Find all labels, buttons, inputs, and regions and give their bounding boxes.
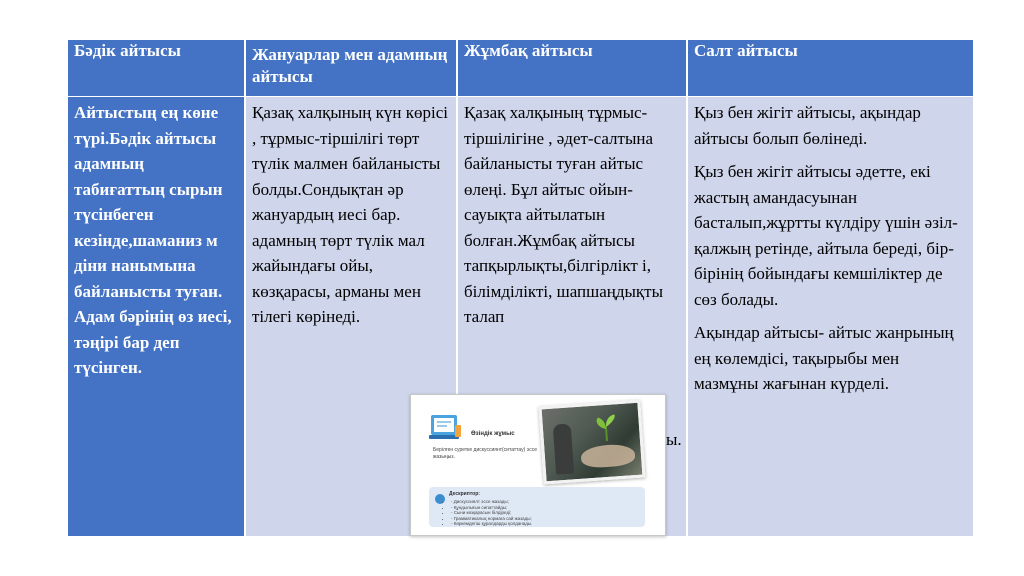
descriptor-item: • - Көркемдегіш құралдарды қолданады.: [451, 521, 532, 527]
photo-hands: [580, 443, 635, 469]
descriptor-title: Дескриптор:: [449, 491, 480, 497]
cell-badik: Айтыстың ең көне түрі.Бәдік айтысы адамның табиғаттың сырын түсінбеген кезінде,шаманиз м діни нанымына байланысты туған. Адам бәрінің өз иесі, тәңірі бар деп түсінген.: [68, 97, 244, 536]
header-custom: Салт айтысы: [688, 40, 973, 96]
descriptor-box: [429, 487, 645, 527]
descriptor-list: [443, 499, 532, 527]
sprout-icon: [590, 412, 622, 444]
book-icon: [429, 411, 463, 441]
cell-custom: [688, 97, 973, 536]
task-slide-thumbnail: [410, 394, 666, 536]
header-animals: Жануарлар мен адамның айтысы: [246, 40, 456, 96]
riddle-text-tail: ы.: [666, 430, 682, 449]
task-title: Өзіндік жұмыс: [471, 431, 515, 437]
descriptor-item: • - Грамматикалық нормага сай жазады;: [451, 516, 532, 522]
header-riddle: Жұмбақ айтысы: [458, 40, 686, 96]
header-badik: Бәдік айтысы: [68, 40, 244, 96]
descriptor-item: • - Құндылығын сипаттайды;: [451, 505, 532, 511]
ecology-photo: [538, 400, 645, 485]
cell-riddle: Қазақ халқының тұрмыс-тіршілігіне , әдет-салтына байланысты туған айтыс өлеңі. Бұл айтыс ойын-сауықта айтылатын болған.Жұмбақ айтысы тапқырлықты,білгірлікт і, білімділікті, шапшаңдықты талап: [458, 97, 686, 536]
custom-para-1: Қыз бен жігіт айтысы, ақындар айтысы болып бөлінеді.: [694, 103, 921, 148]
descriptor-item: • - Сыни көзқарасын білдіреді;: [451, 510, 532, 516]
photo-figure: [553, 423, 574, 474]
task-instruction: Берілген суретке дискуссиянт(ситаттау) эссе жазыңыз.: [433, 447, 538, 460]
custom-para-3: Ақындар айтысы- айтыс жанрының ең көлемдісі, тақырыбы мен мазмұны жағынан күрделі.: [694, 323, 954, 393]
descriptor-item: • - Дискуссиялт эссе жазады;: [451, 499, 532, 505]
custom-para-2: Қыз бен жігіт айтысы әдетте, екі жастың амандасуынан басталып,жұртты күлдіру үшін әзіл-қалжың ретінде, айтыла береді, бір-бірінің бойындағы кемшіліктер де сөз болады.: [694, 162, 958, 309]
cell-animals: Қазақ халқының күн көрісі , тұрмыс-тіршілігі төрт түлік малмен байланысты болды.Сондықтан әр жануардың иесі бар. адамның төрт түлік мал жайындағы ойы, көзқарасы, арманы мен тілегі көрінеді.: [246, 97, 456, 536]
